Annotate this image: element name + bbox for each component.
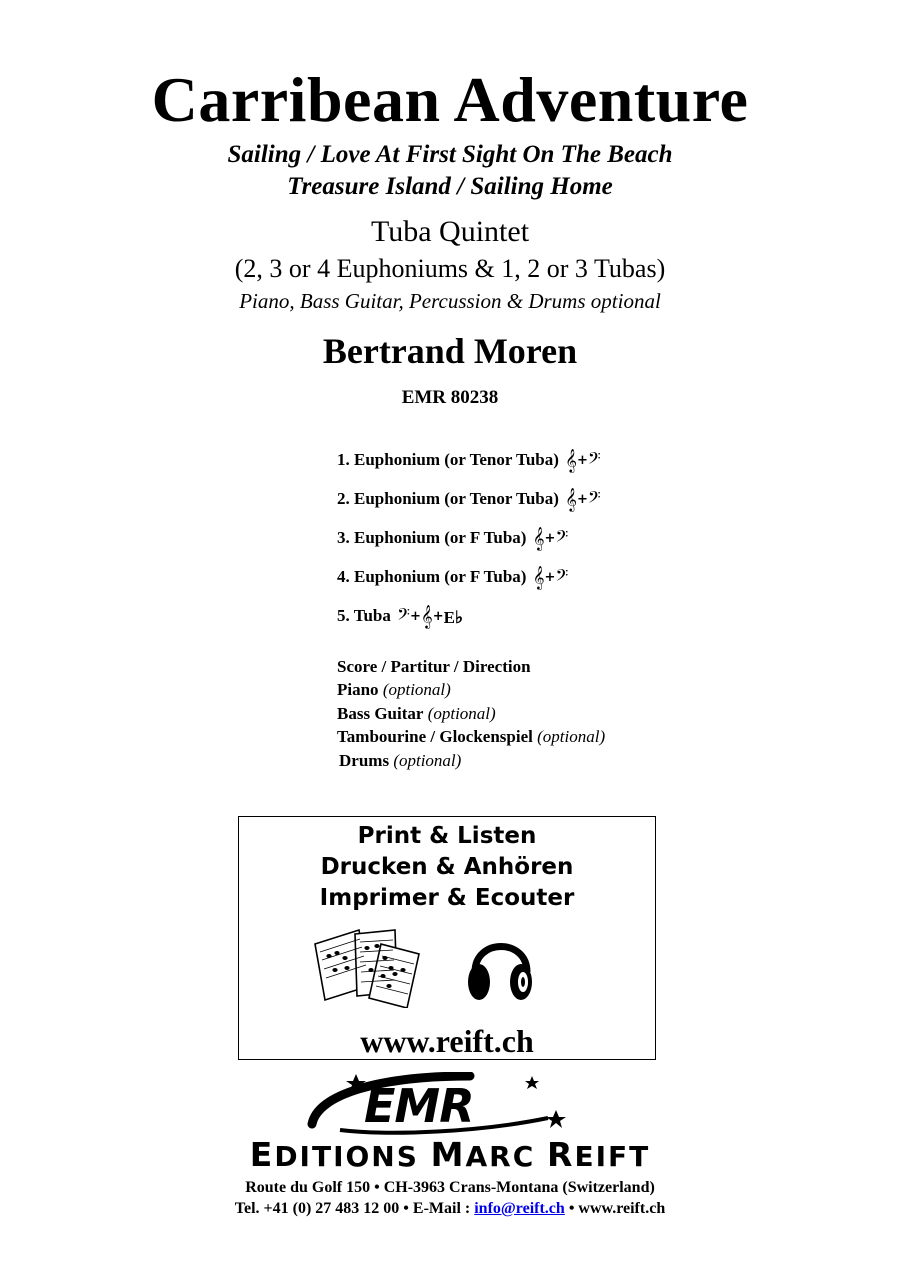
promo-line-fr: Imprimer & Ecouter — [319, 885, 575, 911]
promo-line-en: Print & Listen — [357, 823, 537, 849]
part-label: 1. Euphonium (or Tenor Tuba) — [337, 450, 559, 469]
part-item — [337, 604, 463, 630]
contact-line: Tel. +41 (0) 27 483 12 00 • E-Mail : info@reift.ch • www.reift.ch — [234, 1200, 666, 1217]
clef-icon: 𝄞+𝄢 — [565, 487, 601, 511]
publisher-address: Route du Golf 150 • CH-3963 Crans-Montana (Switzerland) — [245, 1179, 655, 1196]
clef-icon: 𝄞+𝄢 — [532, 565, 569, 589]
movements-line-2: Treasure Island / Sailing Home — [287, 173, 613, 200]
part-item — [337, 565, 568, 590]
part-label: 4. Euphonium (or F Tuba) — [337, 567, 527, 586]
promo-line-de: Drucken & Anhören — [320, 854, 574, 880]
publisher-name: EDITIONS MARC REIFT — [249, 1135, 651, 1174]
extra-part: Bass Guitar (optional) — [337, 704, 496, 723]
part-item — [337, 448, 601, 473]
page-title: Carribean Adventure — [151, 64, 749, 135]
extra-part: Tambourine / Glockenspiel (optional) — [337, 727, 606, 746]
emr-logo — [300, 1072, 590, 1138]
movements-line-1: Sailing / Love At First Sight On The Beach — [227, 141, 673, 168]
email-link[interactable]: info@reift.ch — [474, 1200, 565, 1217]
instrumentation: (2, 3 or 4 Euphoniums & 1, 2 or 3 Tubas) — [234, 254, 666, 283]
part-item — [337, 487, 601, 512]
logo-text: EMR — [364, 1079, 474, 1133]
clef-icon: 𝄞+𝄢 — [532, 526, 569, 550]
clef-icon: 𝄢+𝄞+E♭ — [397, 604, 464, 628]
extra-part: Drums (optional) — [339, 751, 462, 770]
clef-icon: 𝄞+𝄢 — [565, 448, 601, 472]
part-label: 3. Euphonium (or F Tuba) — [337, 528, 527, 547]
ensemble-type: Tuba Quintet — [370, 215, 530, 248]
promo-url[interactable]: www.reift.ch — [360, 1023, 534, 1059]
print-listen-box — [238, 816, 656, 1060]
extra-part: Piano (optional) — [337, 680, 451, 699]
extra-part: Score / Partitur / Direction — [337, 657, 531, 676]
sheet-music-icon — [311, 924, 423, 1008]
headphones-icon — [465, 924, 537, 1006]
catalog-number: EMR 80238 — [401, 387, 499, 408]
composer-name: Bertrand Moren — [322, 331, 578, 371]
optional-instruments: Piano, Bass Guitar, Percussion & Drums optional — [239, 289, 661, 313]
part-item — [337, 526, 568, 551]
part-label: 2. Euphonium (or Tenor Tuba) — [337, 489, 559, 508]
part-label: 5. Tuba — [337, 606, 391, 625]
